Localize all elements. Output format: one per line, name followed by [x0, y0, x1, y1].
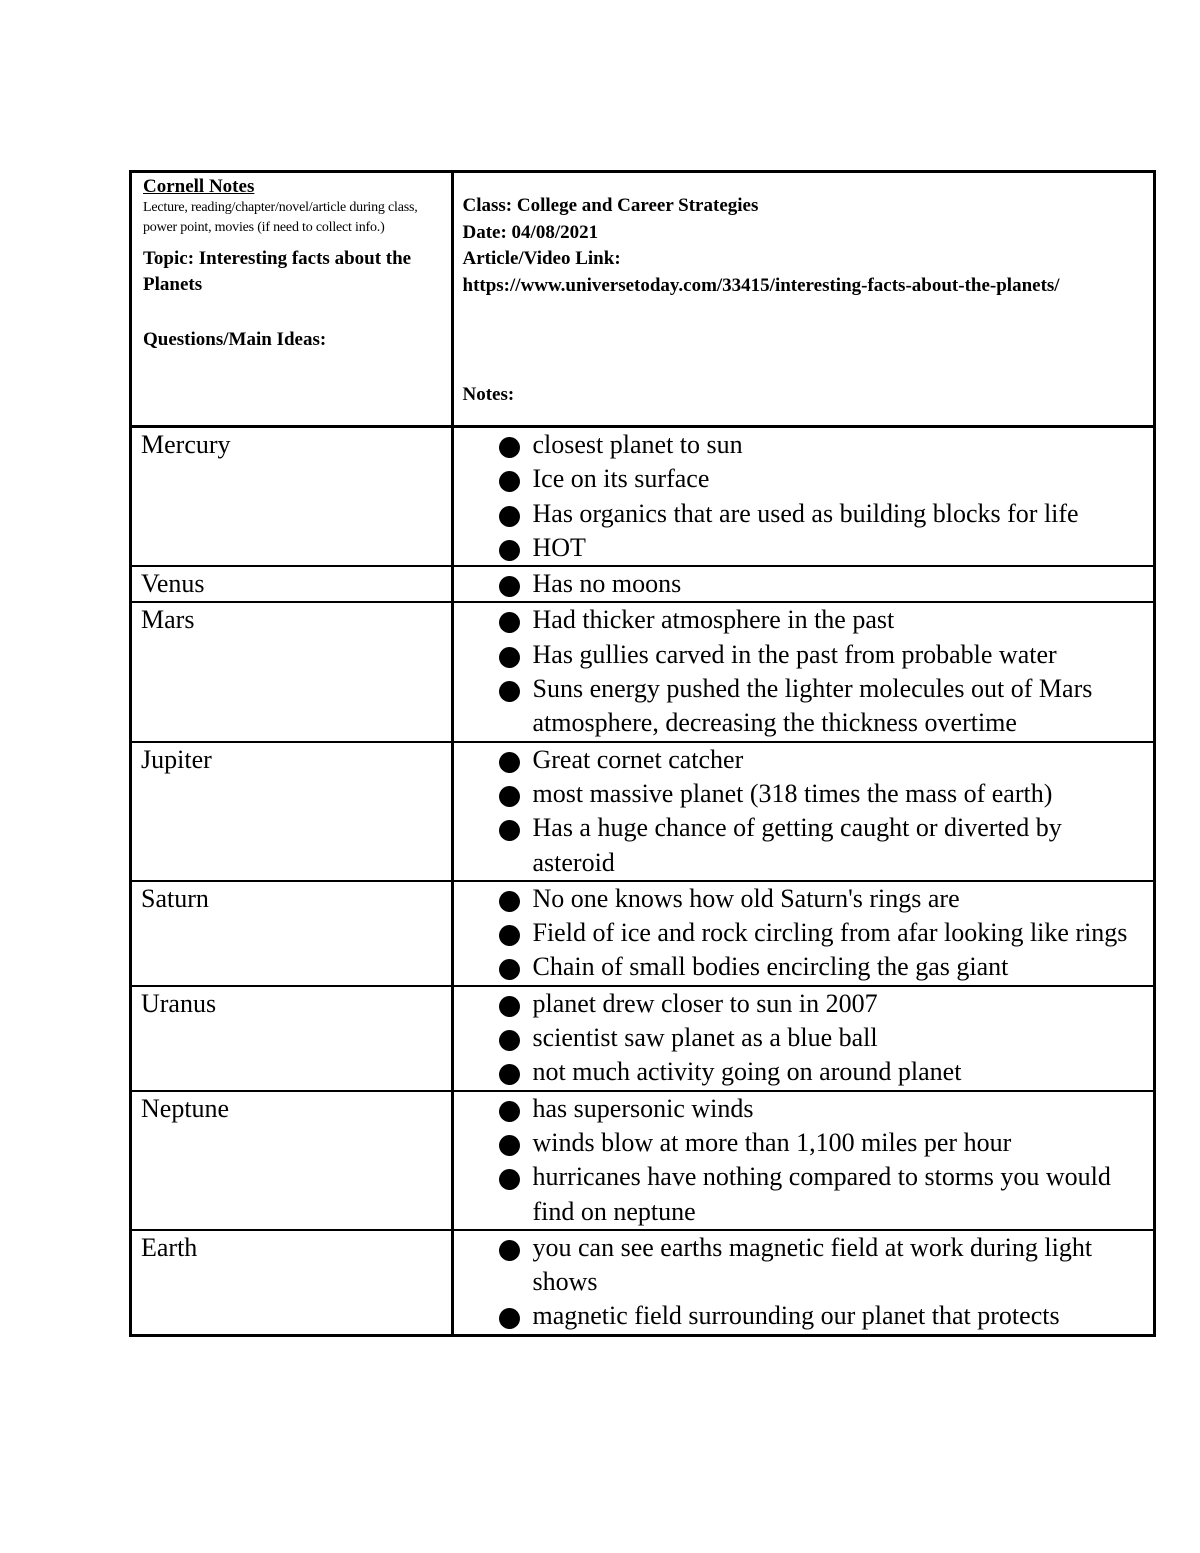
fact-text: Ice on its surface [532, 464, 710, 494]
fact-item [533, 462, 1146, 496]
planet-row [132, 881, 1153, 986]
fact-list [454, 1092, 1146, 1229]
fact-text: HOT [532, 532, 586, 562]
planet-row [132, 742, 1153, 881]
header-row [132, 173, 1153, 427]
planet-row [132, 566, 1153, 602]
fact-text: has supersonic winds [532, 1093, 754, 1123]
bullet-icon [499, 1240, 520, 1261]
fact-item [533, 497, 1146, 531]
planet-facts-cell [452, 427, 1153, 567]
fact-item [533, 1160, 1146, 1229]
fact-item [533, 1021, 1146, 1055]
fact-item [533, 1126, 1146, 1160]
planet-name: Neptune [132, 1091, 452, 1230]
fact-list [454, 743, 1146, 880]
bullet-icon [499, 752, 520, 773]
bullet-icon [499, 681, 520, 702]
fact-item [533, 603, 1146, 637]
fact-text: Has no moons [532, 569, 682, 599]
fact-item [533, 916, 1146, 950]
header-left-cell [132, 173, 452, 427]
planet-row [132, 602, 1153, 741]
planet-row [132, 1091, 1153, 1230]
bullet-icon [499, 1030, 520, 1051]
cornell-notes-title: Cornell Notes [143, 176, 255, 197]
fact-text: Field of ice and rock circling from afar looking like rings [532, 918, 1128, 948]
fact-text: Had thicker atmosphere in the past [532, 605, 895, 635]
bullet-icon [499, 786, 520, 807]
planet-name: Earth [132, 1230, 452, 1334]
planet-row [132, 1230, 1153, 1334]
questions-main-ideas-label: Questions/Main Ideas: [143, 329, 327, 350]
bullet-icon [499, 576, 520, 597]
bullet-icon [499, 959, 520, 980]
fact-item [533, 1092, 1146, 1126]
planet-name: Saturn [132, 881, 452, 986]
fact-list [454, 1231, 1146, 1334]
planet-facts-cell [452, 1091, 1153, 1230]
bullet-icon [499, 540, 520, 561]
planet-name: Jupiter [132, 742, 452, 881]
bullet-icon [499, 1135, 520, 1156]
fact-text: Has organics that are used as building blocks for life [532, 498, 1079, 528]
bullet-icon [499, 1101, 520, 1122]
planet-row [132, 427, 1153, 567]
fact-item [533, 428, 1146, 462]
fact-text: you can see earths magnetic field at work during light shows [532, 1232, 1093, 1297]
fact-text: Great cornet catcher [532, 744, 744, 774]
cornell-notes-sheet [129, 170, 1156, 1337]
bullet-icon [499, 506, 520, 527]
planet-name: Mars [132, 602, 452, 741]
fact-text: planet drew closer to sun in 2007 [532, 988, 878, 1018]
planet-facts-cell [452, 986, 1153, 1091]
fact-item [533, 1055, 1146, 1089]
bullet-icon [499, 471, 520, 492]
link-label: Article/Video Link: [462, 248, 621, 269]
fact-text: No one knows how old Saturn's rings are [532, 883, 960, 913]
topic-heading: Topic: Interesting facts about the Planets [143, 248, 412, 295]
bullet-icon [499, 1064, 520, 1085]
fact-text: Has gullies carved in the past from probable water [532, 639, 1057, 669]
fact-list [454, 603, 1146, 740]
fact-text: Chain of small bodies encircling the gas giant [532, 952, 1009, 982]
notes-label: Notes: [462, 384, 515, 405]
planet-facts-cell [452, 566, 1153, 602]
bullet-icon [499, 612, 520, 633]
planet-name: Venus [132, 566, 452, 602]
article-link[interactable]: https://www.universetoday.com/33415/interesting-facts-about-the-planets/ [462, 274, 1060, 296]
date-line: Date: 04/08/2021 [462, 221, 599, 243]
bullet-icon [499, 891, 520, 912]
fact-text: most massive planet (318 times the mass of earth) [532, 778, 1053, 808]
fact-item [533, 950, 1146, 984]
bullet-icon [499, 1169, 520, 1190]
fact-item [533, 882, 1146, 916]
bullet-icon [499, 996, 520, 1017]
planet-row [132, 986, 1153, 1091]
planet-facts-cell [452, 1230, 1153, 1334]
bullet-icon [499, 820, 520, 841]
class-line: Class: College and Career Strategies [462, 195, 759, 216]
fact-item [533, 811, 1146, 880]
fact-text: Has a huge chance of getting caught or diverted by asteroid [532, 813, 1062, 877]
fact-list [454, 428, 1146, 565]
fact-text: not much activity going on around planet [532, 1057, 962, 1087]
planet-name: Mercury [132, 427, 452, 567]
fact-text: winds blow at more than 1,100 miles per hour [532, 1127, 1012, 1157]
fact-item [533, 638, 1146, 672]
fact-text: closest planet to sun [532, 430, 743, 459]
planet-facts-cell [452, 742, 1153, 881]
fact-item [533, 987, 1146, 1021]
fact-item [533, 743, 1146, 777]
bullet-icon [499, 647, 520, 668]
planet-facts-cell [452, 602, 1153, 741]
bullet-icon [499, 437, 520, 458]
fact-item [533, 777, 1146, 811]
fact-item [533, 672, 1146, 741]
fact-item [533, 531, 1146, 565]
fact-item [533, 567, 1146, 601]
fact-text: Suns energy pushed the lighter molecules out of Mars atmosphere, decreasing the thickness overtime [532, 674, 1093, 738]
bullet-icon [499, 925, 520, 946]
header-right-cell [452, 173, 1153, 427]
planet-name: Uranus [132, 986, 452, 1091]
cornell-notes-description: Lecture, reading/chapter/novel/article during class, power point, movies (if need to collect info.) [143, 200, 418, 235]
bullet-icon [499, 1308, 520, 1329]
fact-item [533, 1299, 1146, 1333]
fact-text: scientist saw planet as a blue ball [532, 1023, 878, 1053]
fact-text: hurricanes have nothing compared to storms you would find on neptune [532, 1162, 1111, 1226]
fact-list [454, 567, 1146, 601]
fact-list [454, 987, 1146, 1090]
fact-list [454, 882, 1146, 985]
fact-text: magnetic field surrounding our planet that protects [532, 1301, 1060, 1331]
fact-item [533, 1231, 1146, 1300]
planet-facts-cell [452, 881, 1153, 986]
cornell-notes-table [132, 173, 1153, 1334]
